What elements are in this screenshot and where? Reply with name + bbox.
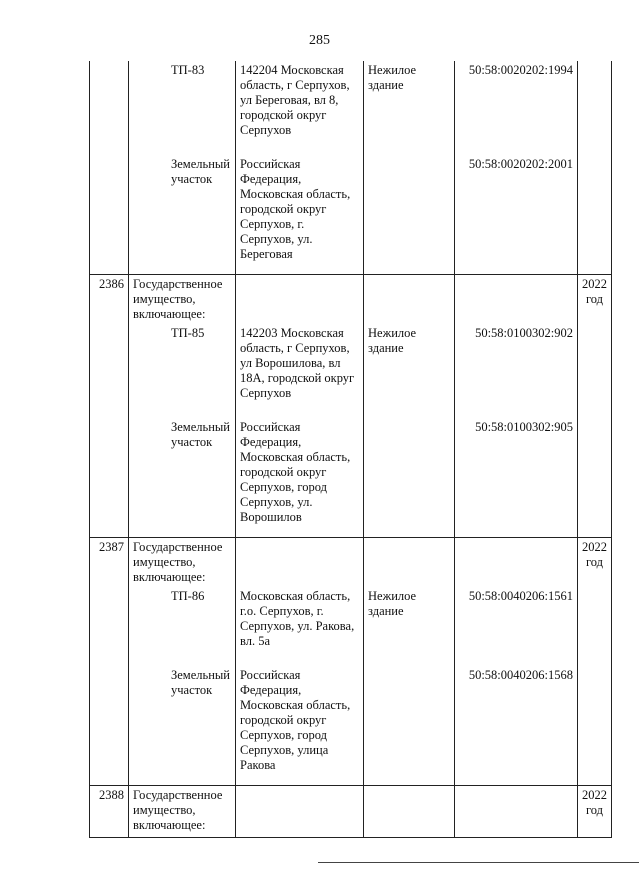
object-type	[364, 275, 455, 325]
object-type: Нежилое здание	[364, 324, 455, 403]
page-number: 285	[309, 33, 330, 48]
transfer-year	[578, 666, 612, 786]
transfer-year: 2022 год	[578, 275, 612, 325]
object-type	[364, 538, 455, 588]
object-name: Государственное имущество, включающее:	[129, 786, 236, 838]
object-address: 142204 Московская область, г Серпухов, ул Береговая, вл 8, городской округ Серпухов	[236, 61, 364, 140]
table-row	[90, 324, 612, 403]
transfer-year	[578, 587, 612, 651]
cadastral-number	[455, 275, 578, 325]
object-address: Московская область, г.о. Серпухов, г. Серпухов, ул. Ракова, вл. 5а	[236, 587, 364, 651]
cadastral-number: 50:58:0020202:1994	[455, 61, 578, 140]
object-type	[364, 666, 455, 786]
object-name: ТП-83	[129, 61, 236, 140]
row-number	[90, 666, 129, 786]
object-name: ТП-85	[129, 324, 236, 403]
object-address	[236, 275, 364, 325]
row-number: 2388	[90, 786, 129, 838]
object-name: Государственное имущество, включающее:	[129, 275, 236, 325]
object-type	[364, 155, 455, 275]
cadastral-number: 50:58:0040206:1561	[455, 587, 578, 651]
object-address	[236, 786, 364, 838]
row-number	[90, 587, 129, 651]
cadastral-number	[455, 786, 578, 838]
table-row	[90, 538, 612, 588]
table-row	[90, 587, 612, 651]
object-address: Российская Федерация, Московская область, городской округ Серпухов, город Серпухов, ул. Ворошилов	[236, 418, 364, 538]
table-row	[90, 155, 612, 275]
row-number: 2387	[90, 538, 129, 588]
table-row	[90, 666, 612, 786]
object-address: Российская Федерация, Московская область, городской округ Серпухов, город Серпухов, улица Ракова	[236, 666, 364, 786]
row-number	[90, 324, 129, 403]
object-type: Нежилое здание	[364, 587, 455, 651]
cadastral-number: 50:58:0100302:905	[455, 418, 578, 538]
cadastral-number	[455, 538, 578, 588]
transfer-year	[578, 155, 612, 275]
transfer-year	[578, 61, 612, 140]
object-name: Земельный участок	[129, 155, 236, 275]
object-address: 142203 Московская область, г Серпухов, ул Ворошилова, вл 18А, городской округ Серпухов	[236, 324, 364, 403]
table-row	[90, 61, 612, 140]
object-address	[236, 538, 364, 588]
object-type	[364, 786, 455, 838]
object-name: Земельный участок	[129, 418, 236, 538]
cadastral-number: 50:58:0040206:1568	[455, 666, 578, 786]
table-row	[90, 786, 612, 838]
object-type: Нежилое здание	[364, 61, 455, 140]
transfer-year	[578, 418, 612, 538]
transfer-year	[578, 324, 612, 403]
row-number	[90, 61, 129, 140]
object-name: ТП-86	[129, 587, 236, 651]
row-number	[90, 418, 129, 538]
object-name: Государственное имущество, включающее:	[129, 538, 236, 588]
table-row	[90, 418, 612, 538]
transfer-year: 2022 год	[578, 786, 612, 838]
object-name: Земельный участок	[129, 666, 236, 786]
row-number	[90, 155, 129, 275]
cadastral-number: 50:58:0100302:902	[455, 324, 578, 403]
cadastral-number: 50:58:0020202:2001	[455, 155, 578, 275]
table-row	[90, 275, 612, 325]
object-address: Российская Федерация, Московская область, городской округ Серпухов, г. Серпухов, ул. Береговая	[236, 155, 364, 275]
object-type	[364, 418, 455, 538]
scan-edge-line	[318, 862, 639, 863]
transfer-year: 2022 год	[578, 538, 612, 588]
row-number: 2386	[90, 275, 129, 325]
property-register-table	[89, 61, 612, 838]
